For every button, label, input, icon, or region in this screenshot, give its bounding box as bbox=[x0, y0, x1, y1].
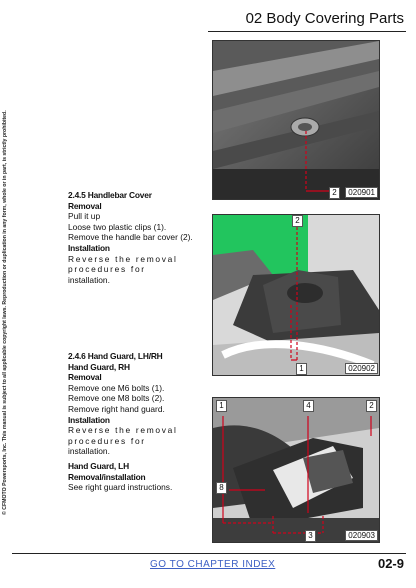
copyright-text: © CFMOTO Powersports, Inc. This manual is subject to all applicable copyright laws. Reproduction or duplication in any form, whole or in part, is strictly prohibited. bbox=[2, 110, 8, 515]
section-text: Remove right hand guard. bbox=[68, 403, 165, 414]
section-text: Remove the handle bar cover (2). bbox=[68, 232, 193, 243]
section-heading: Removal/installation bbox=[68, 471, 146, 482]
footer-rule bbox=[12, 553, 406, 554]
figure-2-photo bbox=[213, 215, 379, 375]
section-text: See right guard instructions. bbox=[68, 482, 173, 493]
section-handlebar-cover bbox=[68, 190, 210, 285]
section-heading: 2.4.6 Hand Guard, LH/RH bbox=[68, 351, 163, 361]
section-text: Pull it up bbox=[68, 211, 101, 222]
header-title: 02 Body Covering Parts bbox=[245, 10, 404, 27]
figure-handlebar-cover bbox=[212, 214, 380, 376]
page-number: 02-9 bbox=[377, 556, 404, 571]
section-text: Remove one M6 bolts (1). bbox=[68, 382, 165, 393]
section-heading: Installation bbox=[68, 414, 110, 425]
section-hand-guard bbox=[68, 351, 210, 457]
callout-2: 2 bbox=[366, 400, 377, 412]
callout-4: 4 bbox=[303, 400, 314, 412]
figure-handlebar-clip bbox=[212, 40, 380, 200]
section-heading: Installation bbox=[68, 242, 110, 253]
callout-2: 2 bbox=[292, 215, 303, 227]
section-text: Reverse the removal procedures for bbox=[68, 253, 178, 275]
figure-code: 020903 bbox=[345, 530, 378, 541]
callout-3: 3 bbox=[305, 530, 316, 542]
figure-3-photo bbox=[213, 398, 379, 542]
section-heading: Hand Guard, LH bbox=[68, 461, 129, 471]
section-text: Remove one M8 bolts (2). bbox=[68, 393, 165, 404]
section-heading: Hand Guard, RH bbox=[68, 361, 130, 372]
figure-hand-guard bbox=[212, 397, 380, 543]
section-heading: 2.4.5 Handlebar Cover bbox=[68, 190, 152, 200]
chapter-index-link[interactable]: GO TO CHAPTER INDEX bbox=[150, 559, 276, 570]
section-text: installation. bbox=[68, 446, 110, 457]
section-text: Loose two plastic clips (1). bbox=[68, 221, 167, 232]
figure-code: 020902 bbox=[345, 363, 378, 374]
section-hand-guard-lh bbox=[68, 461, 210, 493]
section-text: installation. bbox=[68, 274, 110, 285]
section-heading: Removal bbox=[68, 372, 102, 383]
header-rule bbox=[208, 31, 406, 32]
callout-1: 1 bbox=[216, 400, 227, 412]
figure-code: 020901 bbox=[345, 187, 378, 198]
section-text: Reverse the removal procedures for bbox=[68, 425, 178, 446]
callout-1: 1 bbox=[296, 363, 307, 375]
copyright-notice bbox=[2, 75, 12, 515]
figure-1-photo bbox=[213, 41, 379, 199]
callout-8: 8 bbox=[216, 482, 227, 494]
section-heading: Removal bbox=[68, 200, 102, 211]
callout-2: 2 bbox=[329, 187, 340, 199]
